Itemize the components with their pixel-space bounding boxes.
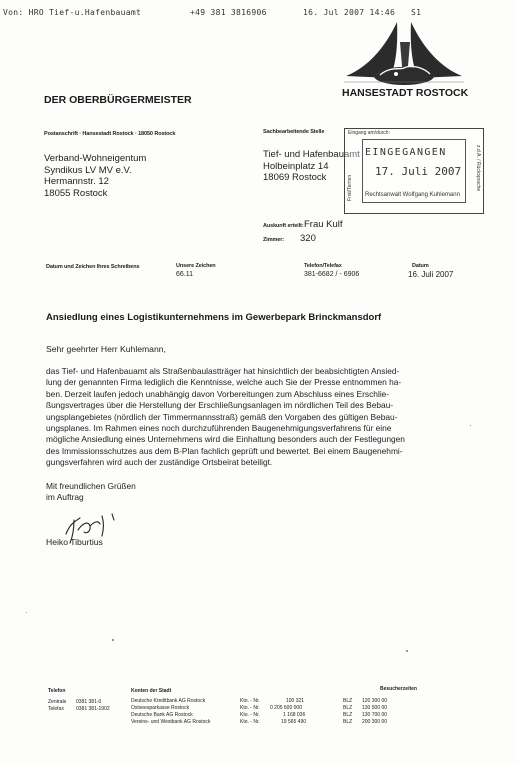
phone-fax-label: Telefon/Telefax [304, 263, 342, 269]
phone-fax-value: 381-6682 / - 6906 [304, 271, 360, 278]
office-line: Holbeinplatz 14 [263, 160, 329, 172]
kto-value: 100 321 [286, 698, 305, 704]
blz-label: BLZ [343, 719, 353, 725]
footer-phone-value: 0381 381-1902 [76, 706, 110, 712]
footer-phone-label: Telefax [48, 706, 64, 712]
our-reference-label: Unsere Zeichen [176, 263, 216, 269]
room-value: 320 [300, 233, 316, 244]
footer-phone-label: Zentrale [48, 699, 67, 705]
scan-speck [470, 425, 471, 426]
fax-datetime: 16. Jul 2007 14:46 [303, 8, 396, 17]
body-line: ungsplanes. Im Rahmen eines noch durchzuführenden Baugenehmigungsverfahrens für eine [46, 423, 392, 434]
your-reference-label: Datum und Zeichen Ihres Schreibens [46, 264, 140, 270]
recipient-line: 18055 Rostock [44, 187, 108, 199]
footer-visiting-title: Besucherzeiten [380, 686, 417, 692]
salutation: Sehr geehrter Herr Kuhlemann, [46, 344, 166, 354]
office-line: 18069 Rostock [263, 172, 327, 183]
body-line: das Tief- und Hafenbauamt als Straßenbaulastträger hat hinsichtlich der beabsichtigten Ansied- [46, 366, 400, 376]
kto-value: 1 168 036 [283, 712, 306, 718]
received-stamp [344, 128, 484, 214]
contact-label: Auskunft erteilt: [263, 223, 304, 229]
body-line: ungsplangebietes (nördlich der Timmermannsstraß) gemäß den Vorgaben des gültigen Bebau- [46, 411, 398, 422]
fax-phone: +49 381 3816906 [190, 8, 267, 17]
kto-label: Kto. - Nr. [240, 712, 260, 718]
subject-line: Ansiedlung eines Logistikunternehmens im Gewerbepark Brinckmansdorf [46, 312, 382, 323]
kto-label: Kto. - Nr. [240, 705, 260, 711]
stamp-date: 17. Juli 2007 [375, 165, 462, 178]
body-line: ben. Derzeit laufen jedoch unabhängig davon Vorbereitungen zum Abschluss eines Erschlie- [46, 388, 390, 399]
city-logo-icon [340, 18, 468, 94]
blz-value: 120 300 00 [362, 698, 388, 704]
bank-name: Ostseesparkasse Rostock [131, 705, 190, 711]
blz-value: 130 500 00 [362, 705, 388, 711]
recipient-address [44, 153, 146, 199]
letter-body [46, 366, 482, 469]
return-address: Postanschrift · Hansestadt Rostock · 18050 Rostock [44, 131, 176, 137]
date-value: 16. Juli 2007 [408, 270, 454, 279]
closing-line: im Auftrag [46, 492, 84, 503]
body-line: ßungsvertrages über die Herstellung der Erschließungsanlagen im nördlichen Teil des Bebau- [46, 400, 394, 411]
contact-value: Frau Kulf [304, 219, 343, 230]
bank-name: Deutsche Kreditbank AG Rostock [131, 698, 206, 704]
city-name: HANSESTADT ROSTOCK [342, 87, 469, 99]
body-line: des Immissionsschutzes aus dem B-Plan fachlich geprüft und bewertet. Bei einem Baugenehmi- [46, 445, 403, 456]
body-line: gungsverfahren wird auch der zuständige Ortsbeirat beteiligt. [46, 457, 273, 468]
scan-speck [406, 650, 408, 652]
blz-label: BLZ [343, 705, 353, 711]
bank-name: Vereins- und Westbank AG Rostock [131, 719, 211, 725]
fax-sender: Von: HRO Tief-u.Hafenbauamt [3, 8, 142, 17]
bank-name: Deutsche Bank AG Rostock [131, 712, 193, 718]
footer-bank-title: Konten der Stadt [131, 688, 172, 694]
recipient-line: Hermannstr. 12 [44, 176, 109, 187]
recipient-line: Verband-Wohneigentum [44, 153, 147, 164]
signatory-name: Heiko Tiburtius [46, 537, 103, 547]
blz-label: BLZ [343, 698, 353, 704]
closing [46, 481, 136, 504]
blz-label: BLZ [343, 712, 353, 718]
scan-speck [26, 612, 27, 613]
body-line: mögliche Ansiedlung eines Unternehmens wird die Einhaltung besonders auch der Festlegungen [46, 434, 405, 445]
date-label: Datum [412, 263, 429, 269]
recipient-line: Syndikus LV MV e.V. [44, 164, 132, 176]
footer-phone-value: 0381 381-0 [76, 699, 102, 705]
kto-value: 0 205 600 000 [270, 705, 302, 711]
kto-label: Kto. - Nr. [240, 698, 260, 704]
kto-value: 19 565 490 [281, 719, 307, 725]
fax-page: S1 [411, 8, 422, 17]
room-label: Zimmer: [263, 237, 284, 243]
office-line: Tief- und Hafenbauamt [263, 149, 360, 160]
scan-speck [112, 639, 114, 641]
our-reference-value: 66.11 [176, 271, 193, 278]
footer-phone-title: Telefon [48, 688, 66, 694]
office-label: Sachbearbeitende Stelle [263, 129, 325, 135]
blz-value: 130 700 00 [362, 712, 388, 718]
kto-label: Kto. - Nr. [240, 719, 260, 725]
stamp-word: EINGEGANGEN [365, 147, 447, 158]
stamp-right-label: z.d.A. / Rücksprache [475, 145, 481, 192]
stamp-bottom-text: Rechtsanwalt Wolfgang Kuhlemann [365, 192, 460, 198]
sender-title: DER OBERBÜRGERMEISTER [44, 94, 192, 106]
blz-value: 200 300 00 [362, 719, 388, 725]
stamp-top-label: Eingang am/durch: [348, 130, 390, 136]
body-line: lung der genannten Firma lediglich die Kenntnisse, welche auch Sie der Presse entnommen ha- [46, 377, 402, 388]
closing-line: Mit freundlichen Grüßen [46, 481, 136, 491]
stamp-left-label: Frist/Termin [347, 174, 353, 201]
